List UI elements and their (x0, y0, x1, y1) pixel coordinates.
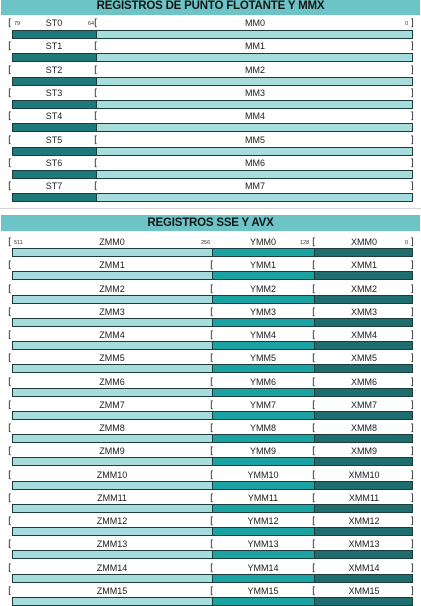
st-register-label: ST2 (45, 64, 63, 75)
mm-bracket-left: [ (94, 18, 98, 29)
xmm-register-label: XMM5 (350, 353, 377, 364)
zmm-register-bar (12, 341, 213, 350)
xmm-bracket-right: ] (410, 492, 414, 504)
bit-label-128: 128 (300, 240, 310, 246)
mm-register-bar (96, 193, 413, 202)
ymm-register-label: YMM0 (249, 237, 276, 247)
xmm-register-bar (314, 550, 413, 559)
ymm-register-bar (212, 504, 315, 513)
xmm-bracket-right: ] (410, 585, 414, 597)
mm-bracket-right: ] (410, 111, 414, 123)
zmm-register-bar (12, 434, 213, 443)
mm-register-label: MM4 (245, 111, 265, 122)
mm-register-bar (96, 53, 413, 62)
zmm-register-label: ZMM0 (99, 237, 125, 247)
ymm-register-label: YMM2 (249, 283, 276, 294)
ymm-bracket-left: [ (210, 539, 214, 551)
mm-register-label: MM7 (245, 181, 265, 192)
xmm-bracket-left: [ (312, 585, 316, 597)
mm-bracket-right: ] (410, 181, 414, 193)
mm-register-label: MM1 (245, 41, 265, 52)
xmm-register-bar (314, 574, 413, 583)
ymm-register-bar (212, 597, 315, 606)
xmm-bracket-right: ] (410, 469, 414, 481)
zmm-register-label: ZMM13 (96, 539, 128, 550)
xmm-register-label: XMM4 (350, 330, 377, 340)
xmm-register-label: XMM8 (350, 423, 377, 433)
st-register-bar (12, 193, 97, 202)
ymm-bracket-left: [ (210, 585, 214, 597)
mm-bracket-left: [ (94, 87, 98, 99)
st-register-label: ST6 (45, 157, 63, 168)
zmm-register-bar (12, 271, 213, 280)
xmm-register-bar (314, 248, 413, 257)
bit-label-79: 79 (14, 21, 21, 27)
xmm-bracket-right: ] (410, 283, 414, 295)
xmm-register-label: XMM15 (348, 585, 380, 596)
zmm-register-bar (12, 295, 213, 304)
st-bracket-left: [ (8, 111, 12, 123)
xmm-bracket-right: ] (410, 539, 414, 551)
zmm-register-label: ZMM9 (99, 446, 125, 457)
ymm-bracket-left: [ (210, 306, 214, 318)
xmm-bracket-left: [ (312, 516, 316, 527)
st-register-bar (12, 77, 97, 86)
st-bracket-left: [ (8, 157, 12, 169)
ymm-register-label: YMM7 (249, 399, 276, 410)
xmm-bracket-right: ] (410, 330, 414, 341)
ymm-bracket-left: [ (210, 399, 214, 411)
zmm-bracket-left: [ (8, 237, 12, 248)
zmm-register-label: ZMM8 (99, 423, 125, 433)
ymm-bracket-left: [ (210, 492, 214, 504)
xmm-bracket-left: [ (312, 260, 316, 272)
ymm-register-bar (212, 364, 315, 373)
zmm-register-bar (12, 504, 213, 513)
zmm-bracket-left: [ (8, 492, 12, 504)
ymm-bracket-left: [ (210, 353, 214, 365)
st-bracket-left: [ (8, 134, 12, 146)
xmm-bracket-right: ] (410, 353, 414, 365)
zmm-register-bar (12, 481, 213, 490)
ymm-register-bar (212, 318, 315, 327)
ymm-bracket-left: [ (210, 330, 214, 341)
ymm-register-bar (212, 341, 315, 350)
bit-label-0: 0 (405, 240, 409, 246)
xmm-register-label: XMM9 (350, 446, 377, 457)
ymm-register-bar (212, 457, 315, 466)
xmm-bracket-right: ] (410, 423, 414, 434)
mm-bracket-left: [ (94, 134, 98, 146)
zmm-register-bar (12, 388, 213, 397)
ymm-register-bar (212, 248, 315, 257)
xmm-bracket-right: ] (410, 399, 414, 411)
mm-bracket-left: [ (94, 111, 98, 123)
ymm-register-label: YMM6 (249, 376, 276, 387)
xmm-register-label: XMM7 (350, 399, 377, 410)
ymm-register-bar (212, 481, 315, 490)
xmm-bracket-left: [ (312, 283, 316, 295)
mm-bracket-left: [ (94, 181, 98, 193)
xmm-register-bar (314, 295, 413, 304)
mm-register-label: MM0 (245, 18, 265, 28)
xmm-register-bar (314, 457, 413, 466)
st-register-bar (12, 147, 97, 156)
mm-register-bar (96, 30, 413, 39)
xmm-register-bar (314, 364, 413, 373)
mm-register-label: MM2 (245, 64, 265, 75)
st-bracket-left: [ (8, 18, 12, 29)
ymm-register-label: YMM12 (247, 516, 279, 526)
xmm-register-label: XMM6 (350, 376, 377, 387)
zmm-bracket-left: [ (8, 283, 12, 295)
xmm-register-bar (314, 341, 413, 350)
bit-label-256: 256 (201, 240, 211, 246)
st-register-bar (12, 123, 97, 132)
mm-bracket-right: ] (410, 64, 414, 76)
ymm-register-label: YMM8 (249, 423, 276, 433)
ymm-register-label: YMM1 (249, 260, 276, 271)
mm-bracket-right: ] (410, 134, 414, 146)
mm-register-bar (96, 170, 413, 179)
ymm-register-label: YMM9 (249, 446, 276, 457)
st-register-label: ST1 (45, 41, 63, 52)
st-register-label: ST5 (45, 134, 63, 145)
ymm-register-bar (212, 574, 315, 583)
xmm-bracket-left: [ (312, 237, 316, 248)
xmm-register-label: XMM14 (348, 562, 380, 573)
mm-register-bar (96, 100, 413, 109)
xmm-bracket-left: [ (312, 446, 316, 458)
xmm-register-bar (314, 597, 413, 606)
zmm-bracket-left: [ (8, 469, 12, 481)
zmm-register-bar (12, 248, 213, 257)
mm-bracket-right: ] (410, 87, 414, 99)
st-bracket-left: [ (8, 64, 12, 76)
st-register-label: ST4 (45, 111, 63, 122)
zmm-bracket-left: [ (8, 585, 12, 597)
zmm-register-bar (12, 457, 213, 466)
zmm-bracket-left: [ (8, 353, 12, 365)
xmm-register-label: XMM0 (350, 237, 377, 247)
st-register-bar (12, 170, 97, 179)
xmm-register-bar (314, 271, 413, 280)
ymm-register-bar (212, 550, 315, 559)
mm-register-bar (96, 77, 413, 86)
st-bracket-left: [ (8, 181, 12, 193)
xmm-bracket-left: [ (312, 492, 316, 504)
mm-register-label: MM3 (245, 87, 265, 98)
xmm-bracket-left: [ (312, 306, 316, 318)
zmm-register-bar (12, 597, 213, 606)
xmm-register-bar (314, 318, 413, 327)
ymm-bracket-left: [ (210, 423, 214, 434)
mm-bracket-left: [ (94, 41, 98, 53)
xmm-register-label: XMM10 (348, 469, 380, 480)
mm-register-label: MM5 (245, 134, 265, 145)
xmm-register-bar (314, 434, 413, 443)
mm-bracket-right: ] (410, 41, 414, 53)
ymm-register-label: YMM4 (249, 330, 276, 340)
bit-label-511: 511 (14, 240, 23, 246)
zmm-bracket-left: [ (8, 539, 12, 551)
mm-register-bar (96, 123, 413, 132)
sse-avx-section-title: REGISTROS SSE Y AVX (1, 215, 420, 231)
xmm-bracket-left: [ (312, 423, 316, 434)
zmm-register-label: ZMM5 (99, 353, 125, 364)
xmm-bracket-left: [ (312, 376, 316, 388)
zmm-register-label: ZMM7 (99, 399, 125, 410)
ymm-register-bar (212, 411, 315, 420)
ymm-register-label: YMM14 (247, 562, 279, 573)
xmm-bracket-left: [ (312, 399, 316, 411)
xmm-register-label: XMM1 (350, 260, 377, 271)
ymm-register-label: YMM3 (249, 306, 276, 317)
xmm-register-bar (314, 504, 413, 513)
zmm-bracket-left: [ (8, 330, 12, 341)
zmm-register-bar (12, 574, 213, 583)
ymm-bracket-left: [ (210, 260, 214, 272)
zmm-register-label: ZMM10 (96, 469, 128, 480)
fpu-mmx-section-title: REGISTROS DE PUNTO FLOTANTE Y MMX (1, 0, 420, 15)
mm-bracket-right: ] (410, 157, 414, 169)
ymm-bracket-left: [ (210, 376, 214, 388)
st-register-bar (12, 30, 97, 39)
bit-label-64: 64 (88, 21, 95, 27)
xmm-register-bar (314, 481, 413, 490)
xmm-bracket-left: [ (312, 330, 316, 341)
zmm-bracket-left: [ (8, 399, 12, 411)
zmm-register-bar (12, 364, 213, 373)
zmm-register-label: ZMM3 (99, 306, 125, 317)
zmm-register-bar (12, 318, 213, 327)
ymm-bracket-left: [ (210, 469, 214, 481)
bit-label-0: 0 (405, 21, 409, 27)
st-register-label: ST7 (45, 181, 63, 192)
zmm-register-label: ZMM2 (99, 283, 125, 294)
mm-bracket-left: [ (94, 157, 98, 169)
zmm-register-bar (12, 550, 213, 559)
zmm-bracket-left: [ (8, 446, 12, 458)
xmm-bracket-right: ] (410, 562, 414, 574)
ymm-register-bar (212, 388, 315, 397)
zmm-register-label: ZMM15 (96, 585, 128, 596)
ymm-register-bar (212, 271, 315, 280)
mm-bracket-left: [ (94, 64, 98, 76)
ymm-register-label: YMM10 (247, 469, 279, 480)
ymm-register-bar (212, 295, 315, 304)
ymm-register-label: YMM5 (249, 353, 276, 364)
zmm-bracket-left: [ (8, 423, 12, 434)
xmm-bracket-right: ] (410, 516, 414, 527)
xmm-register-label: XMM2 (350, 283, 377, 294)
xmm-bracket-right: ] (410, 376, 414, 388)
ymm-register-bar (212, 527, 315, 536)
zmm-register-label: ZMM14 (96, 562, 128, 573)
zmm-bracket-left: [ (8, 516, 12, 527)
xmm-register-bar (314, 527, 413, 536)
zmm-register-label: ZMM4 (99, 330, 125, 340)
zmm-bracket-left: [ (8, 306, 12, 318)
xmm-register-label: XMM13 (348, 539, 380, 550)
xmm-bracket-left: [ (312, 469, 316, 481)
ymm-register-label: YMM15 (247, 585, 279, 596)
ymm-bracket-left: [ (210, 516, 214, 527)
ymm-bracket-left: [ (210, 562, 214, 574)
zmm-register-label: ZMM11 (97, 492, 127, 503)
zmm-register-label: ZMM1 (99, 260, 125, 271)
ymm-bracket-left: [ (210, 446, 214, 458)
xmm-bracket-left: [ (312, 539, 316, 551)
xmm-bracket-right: ] (410, 446, 414, 458)
xmm-bracket-right: ] (410, 260, 414, 272)
ymm-bracket-left: [ (210, 283, 214, 295)
mm-bracket-right: ] (410, 18, 414, 29)
xmm-register-label: XMM11 (348, 492, 380, 503)
mm-register-label: MM6 (245, 157, 265, 168)
ymm-register-label: YMM11 (247, 492, 279, 503)
xmm-register-bar (314, 388, 413, 397)
xmm-register-bar (314, 411, 413, 420)
st-register-label: ST3 (45, 87, 63, 98)
st-register-label: ST0 (45, 18, 63, 28)
zmm-bracket-left: [ (8, 562, 12, 574)
st-register-bar (12, 100, 97, 109)
zmm-register-label: ZMM6 (99, 376, 125, 387)
st-register-bar (12, 53, 97, 62)
zmm-register-bar (12, 411, 213, 420)
xmm-bracket-left: [ (312, 562, 316, 574)
zmm-register-label: ZMM12 (96, 516, 128, 526)
zmm-register-bar (12, 527, 213, 536)
ymm-register-label: YMM13 (247, 539, 279, 550)
section-divider (0, 208, 421, 209)
xmm-bracket-left: [ (312, 353, 316, 365)
xmm-bracket-right: ] (410, 306, 414, 318)
xmm-register-label: XMM3 (350, 306, 377, 317)
mm-register-bar (96, 147, 413, 156)
st-bracket-left: [ (8, 87, 12, 99)
xmm-bracket-right: ] (410, 237, 414, 248)
zmm-bracket-left: [ (8, 376, 12, 388)
st-bracket-left: [ (8, 41, 12, 53)
zmm-bracket-left: [ (8, 260, 12, 272)
ymm-register-bar (212, 434, 315, 443)
xmm-register-label: XMM12 (348, 516, 380, 526)
